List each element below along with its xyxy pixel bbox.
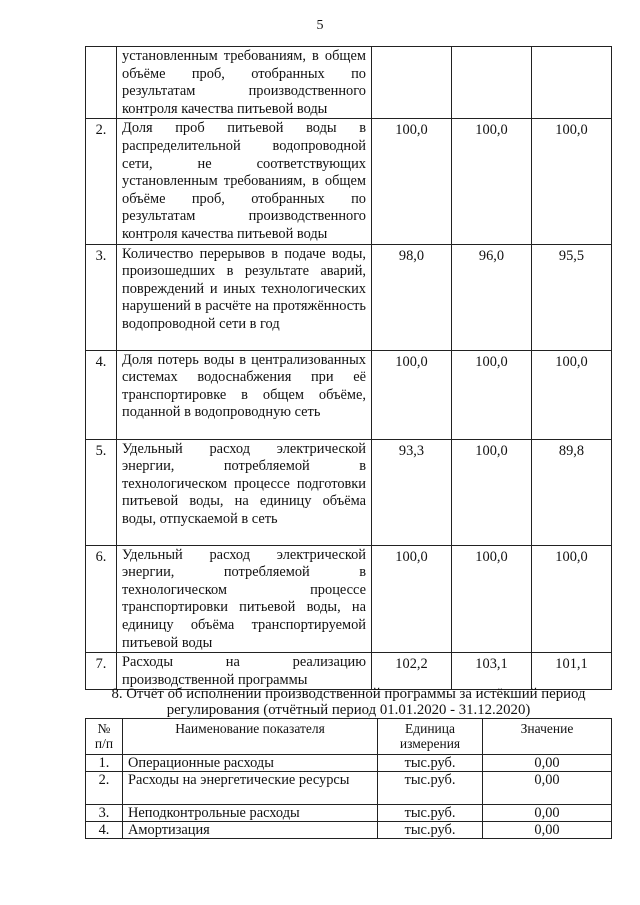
- value-cell: 103,1: [452, 653, 532, 690]
- expenses-table: [85, 718, 612, 839]
- value-cell: 0,00: [483, 772, 612, 805]
- value-cell: 100,0: [372, 545, 452, 653]
- indicator-name: Операционные расходы: [123, 755, 378, 772]
- row-number: 7.: [86, 653, 117, 690]
- section-heading-line: регулирования (отчётный период 01.01.2020 - 31.12.2020): [166, 702, 531, 718]
- row-number: 6.: [86, 545, 117, 653]
- value-cell: 100,0: [372, 350, 452, 439]
- value-cell: 100,0: [452, 350, 532, 439]
- value-cell: 95,5: [532, 244, 612, 350]
- row-number: 5.: [86, 439, 117, 545]
- row-number: 3.: [86, 805, 123, 822]
- value-cell: [452, 47, 532, 119]
- value-cell: 100,0: [452, 119, 532, 244]
- value-cell: 100,0: [532, 350, 612, 439]
- section-heading: [85, 686, 612, 718]
- header-unit-line: измерения: [399, 736, 461, 751]
- value-cell: [372, 47, 452, 119]
- value-cell: 98,0: [372, 244, 452, 350]
- row-number: [86, 47, 117, 119]
- indicator-name: Доля потерь воды в централизованных системах водоснабжения при её транспортировке в общем объёме, поданной в водопроводную сеть: [117, 350, 372, 439]
- indicators-table: [85, 46, 612, 690]
- row-number: 2.: [86, 119, 117, 244]
- table-row: [86, 805, 612, 822]
- table-row: [86, 47, 612, 119]
- row-number: 4.: [86, 822, 123, 839]
- table-row: [86, 653, 612, 690]
- table-row: [86, 350, 612, 439]
- header-num: [86, 719, 123, 755]
- value-cell: 93,3: [372, 439, 452, 545]
- header-num-line: п/п: [94, 736, 114, 751]
- value-cell: 100,0: [532, 545, 612, 653]
- table-row: [86, 822, 612, 839]
- header-name: Наименование показателя: [123, 719, 378, 755]
- indicator-name: Неподконтрольные расходы: [123, 805, 378, 822]
- table-row: [86, 244, 612, 350]
- indicator-name: установленным требованиям, в общем объёме проб, отобранных по результатам производственного контроля качества питьевой воды: [117, 47, 372, 119]
- value-cell: 101,1: [532, 653, 612, 690]
- row-number: 1.: [86, 755, 123, 772]
- indicator-name: Количество перерывов в подаче воды, произошедших в результате аварий, повреждений и иных технологических нарушений в расчёте на протяжённость водопроводной сети в год: [117, 244, 372, 350]
- header-unit-line: Единица: [404, 721, 455, 736]
- value-cell: 100,0: [452, 545, 532, 653]
- header-unit: [378, 719, 483, 755]
- indicator-name: Расходы на энергетические ресурсы: [123, 772, 378, 805]
- indicator-name: Удельный расход электрической энергии, потребляемой в технологическом процессе подготовки питьевой воды, на единицу объёма воды, отпускаемой в сеть: [117, 439, 372, 545]
- row-number: 2.: [86, 772, 123, 805]
- value-cell: 102,2: [372, 653, 452, 690]
- value-cell: 96,0: [452, 244, 532, 350]
- value-cell: 0,00: [483, 822, 612, 839]
- value-cell: 0,00: [483, 805, 612, 822]
- value-cell: [532, 47, 612, 119]
- header-value: Значение: [483, 719, 612, 755]
- indicator-name: Расходы на реализацию производственной программы: [117, 653, 372, 690]
- unit-cell: тыс.руб.: [378, 822, 483, 839]
- row-number: 4.: [86, 350, 117, 439]
- unit-cell: тыс.руб.: [378, 805, 483, 822]
- section-heading-line: 8. Отчёт об исполнении производственной программы за истёкший период: [111, 686, 586, 702]
- unit-cell: тыс.руб.: [378, 755, 483, 772]
- table-row: [86, 439, 612, 545]
- unit-cell: тыс.руб.: [378, 772, 483, 805]
- page-number: 5: [316, 18, 324, 33]
- value-cell: 100,0: [532, 119, 612, 244]
- table-row: [86, 545, 612, 653]
- table-row: [86, 755, 612, 772]
- indicator-name: Амортизация: [123, 822, 378, 839]
- indicator-name: Удельный расход электрической энергии, потребляемой в технологическом процессе транспортировки питьевой воды, на единицу объёма транспортируемой питьевой воды: [117, 545, 372, 653]
- indicator-name: Доля проб питьевой воды в распределительной водопроводной сети, не соответствующих установленным требованиям, в общем объёме проб, отобранных по результатам производственного контроля качества питьевой воды: [117, 119, 372, 244]
- table-row: [86, 772, 612, 805]
- value-cell: 89,8: [532, 439, 612, 545]
- value-cell: 100,0: [372, 119, 452, 244]
- value-cell: 100,0: [452, 439, 532, 545]
- header-num-line: №: [97, 721, 111, 736]
- row-number: 3.: [86, 244, 117, 350]
- value-cell: 0,00: [483, 755, 612, 772]
- table-row: [86, 119, 612, 244]
- table-header-row: [86, 719, 612, 755]
